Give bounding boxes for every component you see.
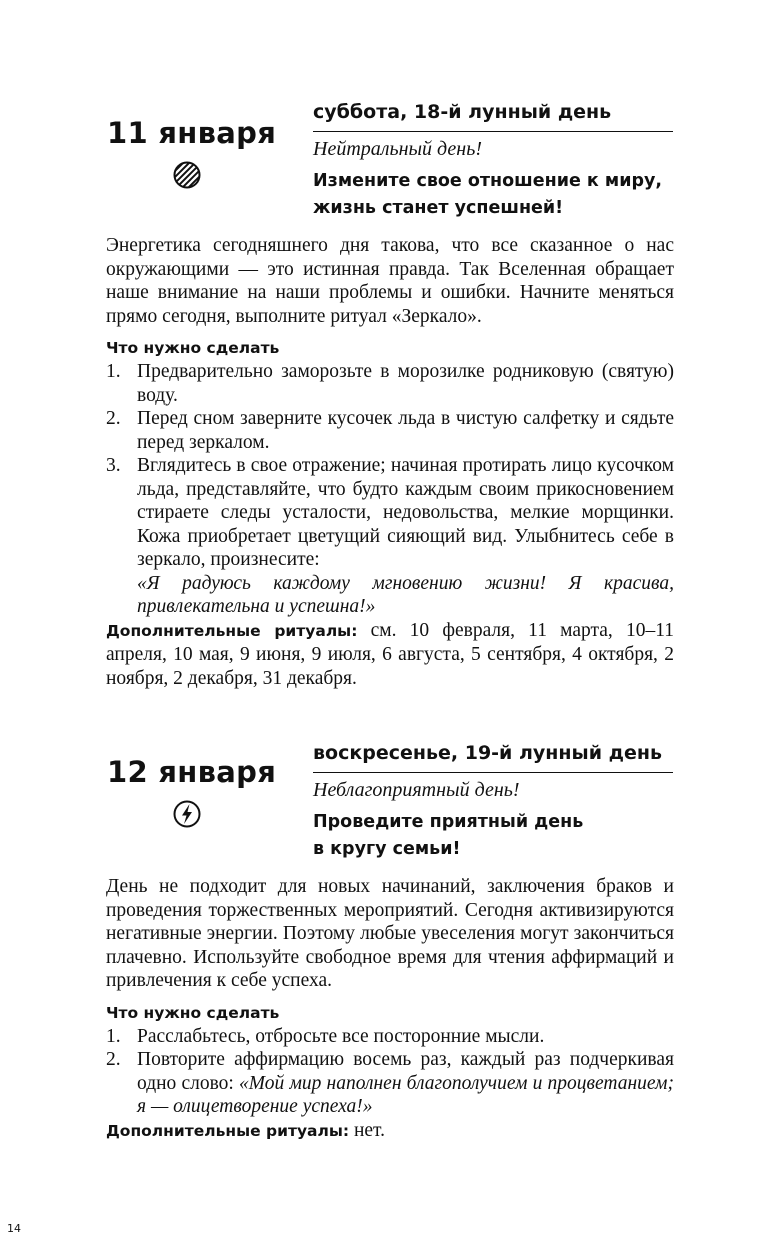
- additional-rituals-label: Дополнительные ритуалы:: [106, 621, 358, 640]
- motto-line: Проведите приятный день: [313, 812, 584, 832]
- steps-list: [106, 1025, 674, 1119]
- step-text: Предварительно заморозьте в морозилке родниковую (святую) воду.: [137, 361, 674, 406]
- entry-header: [313, 99, 673, 222]
- list-item: [106, 360, 674, 407]
- hatched-circle-icon: [172, 160, 202, 190]
- entry-header: [313, 740, 673, 863]
- step-number: 1.: [106, 1025, 121, 1047]
- day-motto: [313, 809, 673, 863]
- weekday-lunar-day: воскресенье, 19-й лунный день: [313, 740, 673, 773]
- additional-rituals-label: Дополнительные ритуалы:: [106, 1121, 350, 1140]
- what-to-do-heading: Что нужно сделать: [106, 339, 280, 357]
- motto-line: Измените свое отношение к миру,: [313, 171, 663, 191]
- step-text: Перед сном заверните кусочек льда в чистую салфетку и сядьте перед зеркалом.: [137, 408, 674, 453]
- intro-paragraph: Энергетика сегодняшнего дня такова, что все сказанное о нас окружающими — это истинная правда. Так Вселенная обращает наше внимание на наши проблемы и ошибки. Начните меняться прямо сегодня, выполните ритуал «Зеркало».: [106, 235, 674, 327]
- additional-rituals-text: нет.: [353, 1119, 385, 1141]
- lightning-circle-icon: [172, 799, 202, 829]
- entry-date: 12 января: [107, 755, 277, 789]
- entry-date: 11 января: [107, 116, 277, 150]
- list-item: [106, 454, 674, 619]
- step-text: Вглядитесь в свое отражение; начиная протирать лицо кусочком льда, представляйте, что будто каждым своим прикосновением стираете следы усталости, недовольства, мелкие морщинки. Кожа приобретает цветущий сияющий вид. Улыбнитесь себе в зеркало, произнесите:: [137, 455, 674, 570]
- day-type: Неблагоприятный день!: [313, 779, 520, 801]
- affirmation: «Мой мир наполнен благополучием и процветанием; я — олицетворение успеха!»: [137, 1072, 675, 1117]
- additional-rituals: [106, 1119, 674, 1144]
- step-number: 3.: [106, 455, 121, 476]
- page-number: 14: [7, 1222, 21, 1235]
- step-text: Расслабьтесь, отбросьте все посторонние мысли.: [137, 1025, 545, 1047]
- weekday-lunar-day: суббота, 18-й лунный день: [313, 99, 673, 132]
- step-number: 2.: [106, 408, 121, 429]
- list-item: [106, 407, 674, 454]
- affirmation: «Я радуюсь каждому мгновению жизни! Я красива, привлекательна и успешна!»: [137, 572, 674, 617]
- step-text: Повторите аффирмацию восемь раз, каждый раз подчеркивая одно слово:: [137, 1049, 674, 1094]
- motto-line: в кругу семьи!: [313, 839, 461, 859]
- list-item: [106, 1048, 674, 1119]
- day-motto: [313, 168, 673, 222]
- additional-rituals-text: см. 10 февраля, 11 марта, 10–11 апреля, 10 мая, 9 июня, 9 июля, 6 августа, 5 сентября, 4 октября, 2 ноября, 2 декабря, 31 декабря.: [106, 619, 674, 689]
- what-to-do-heading: Что нужно сделать: [106, 1003, 280, 1022]
- additional-rituals: [106, 619, 674, 691]
- entry-body: [106, 234, 674, 690]
- entry-body: [106, 875, 674, 1143]
- step-number: 1.: [106, 361, 121, 382]
- list-item: [106, 1025, 674, 1049]
- day-type: Нейтральный день!: [313, 138, 482, 160]
- steps-list: [106, 360, 674, 619]
- motto-line: жизнь станет успешней!: [313, 198, 564, 218]
- step-number: 2.: [106, 1049, 121, 1070]
- intro-paragraph: День не подходит для новых начинаний, заключения браков и проведения торжественных мероприятий. Сегодня активизируются негативные энергии. Поэтому любые увеселения могут закончиться плачевно. Используйте свободное время для чтения аффирмаций и привлечения к себе успеха.: [106, 876, 674, 991]
